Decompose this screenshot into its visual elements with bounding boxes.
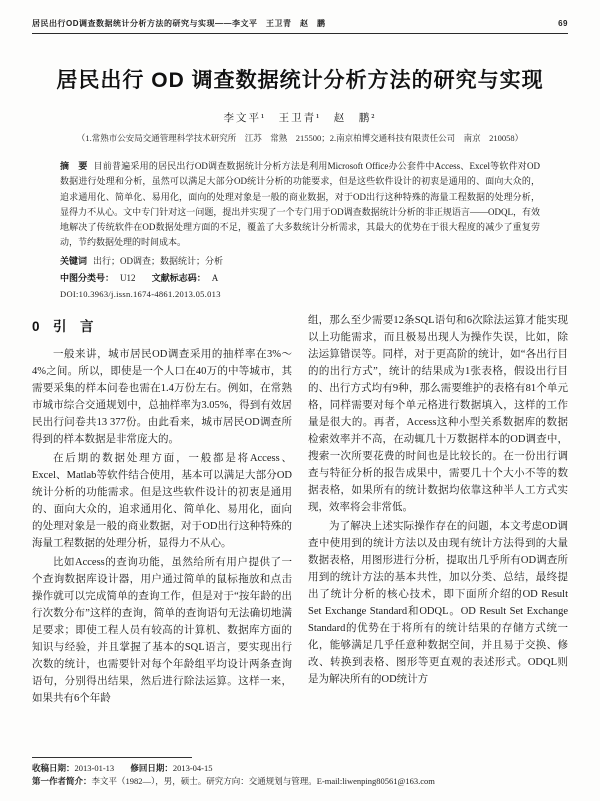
section-heading-intro: 0 引 言	[32, 318, 94, 334]
running-header	[32, 18, 568, 29]
intro-paragraph-2: 在后期的数据处理方面，一般都是将Access、Excel、Matlab等软件结合使用，基本可以满足大部分OD统计分析的功能需求。但是这些软件设计的初衷是通用的、面向大众的，追求通用化、简单化、易用化，面向的处理对象是一般的商业数据，对于OD出行这种特殊的海量工程数据的处理分析，显得力不从心。	[32, 453, 292, 550]
author-bio-label: 第一作者简介：	[32, 776, 92, 787]
received-label: 收稿日期：	[32, 762, 75, 773]
classification-line	[60, 271, 540, 285]
abstract-block	[60, 159, 540, 251]
paper-title: 居民出行 OD 调查数据统计分析方法的研究与实现	[56, 69, 544, 92]
left-column	[32, 312, 292, 760]
doi-line: DOI:10.3963/j.issn.1674-4861.2013.05.013	[60, 288, 221, 299]
page-footer	[32, 757, 568, 789]
intro-paragraph-5: 为了解决上述实际操作存在的问题，本文考虑OD调查中使用到的统计方法以及由现有统计方法得到的大量数据表格，用图形进行分析，提取出几乎所有OD调查所用到的统计方法的基本共性，加以分类、总结，最终提出了统计分析的核心技术，即下面所介绍的OD Result Set Exchange Standard和ODQL。OD Result Set Exchange Standard的优势在于将所有的统计结果的存储方式统一化，能够满足几乎任意种数据空间，并且易于交换、修改、转换到表格、图形等更直观的表述形式。ODQL则是为解决所有的OD统计方	[308, 520, 568, 685]
intro-paragraph-3: 比如Access的查询功能，虽然给所有用户提供了一个查询数据库设计器，用户通过简单的鼠标拖放和点击操作就可以完成简单的查询工作，但是对于“按年龄的出行次数分布”这样的查询，简单的查询语句无法确切地满足要求；即使工程人员有较高的计算机、数据库方面的知识与经验，并且掌握了基本的SQL语言，要实现出行次数的统计，也需要针对每个年龄组平均设计两条查询语句，分别得出结果，然后进行除法运算。这样一来，如果共有6个年龄	[32, 557, 292, 705]
received-date: 2013-01-13	[74, 762, 115, 773]
keywords-text: 出行；OD调查；数据统计；分析	[93, 255, 224, 266]
revised-label: 修回日期：	[130, 762, 173, 773]
intro-paragraph-4: 组，那么至少需要12条SQL语句和6次除法运算才能实现以上功能需求，而且极易出现人为操作失误，比如，除法运算错误等。同样，对于更高阶的统计，如“各出行目的的出行方式”，统计的结果成为1张表格，假设出行目的、出行方式均有9种，那么需要维护的表格有81个单元格，同样需要对每个单元格进行数据填入，这样的工作量是很大的。再者，Access这种小型关系数据库的数据检索效率并不高，在动辄几十万数据样本的OD调查中，搜索一次所要花费的时间也是比较长的。在一份出行调查与特征分析的报告成果中，需要几十个大小不等的数据表格，如果所有的统计数据均依靠这种半人工方式实现，效率将会非常低。	[308, 314, 568, 513]
running-title: 居民出行OD调查数据统计分析方法的研究与实现——李文平 王卫青 赵 鹏	[32, 19, 326, 28]
clc-label: 中图分类号：	[60, 273, 115, 284]
abstract-text: 目前普遍采用的居民出行OD调查数据统计分析方法是利用Microsoft Office办公套件中Access、Excel等软件对OD数据进行处理和分析，虽然可以满足大部分OD统计分析的功能要求，但是这些软件设计的初衷是通用的、面向大众的，追求通用化、简单化、易用化，面向的处理对象是一般的商业数据，对于OD出行这种特殊的海量工程数据的处理分析，显得力不从心。文中专门针对这一问题，提出并实现了一个专门用于OD调查数据统计分析的非正规语言——ODQL，有效地解决了传统软件在OD数据处理方面的不足，覆盖了大多数统计分析需求，其最大的优势在于很大程度的减少了重复劳动，节约数据处理的时间成本。	[60, 161, 540, 248]
keywords-label: 关键词	[60, 255, 88, 266]
right-column	[308, 312, 568, 760]
intro-paragraph-1: 一般来讲，城市居民OD调查采用的抽样率在3%～4%之间。所以，即使是一个人口在40万的中等城市，其需要采集的样本问卷也需在1.4万份左右。例如，在常熟市城市综合交通规划中，总抽样率为3.05%，得到有效居民出行问卷共13 377份。由此看来，城市居民OD调查所得到的样本数据是非常庞大的。	[32, 349, 292, 446]
keywords-line	[60, 254, 540, 268]
doc-code-label: 文献标志码：	[151, 273, 206, 284]
page-number: 69	[558, 19, 568, 28]
doc-code-value: A	[211, 273, 219, 284]
header-rule	[32, 33, 568, 34]
authors-line: 李文平¹ 王卫青¹ 赵 鹏²	[223, 113, 377, 124]
author-bio-text: 李文平（1982—），男，硕士。研究方向：交通规划与管理。E-mail:liwenping80561@163.com	[91, 776, 435, 787]
footnote-rule	[32, 757, 192, 758]
affiliation-line: （1.常熟市公安局交通管理科学技术研究所 江苏 常熟 215500；2.南京柏博交通科技有限责任公司 南京 210058）	[76, 133, 524, 143]
revised-date: 2013-04-15	[172, 762, 213, 773]
abstract-label: 摘 要	[60, 161, 88, 171]
dates-line	[32, 762, 568, 776]
author-bio-line	[32, 775, 568, 789]
clc-value: U12	[120, 273, 136, 284]
body-columns	[32, 312, 568, 760]
